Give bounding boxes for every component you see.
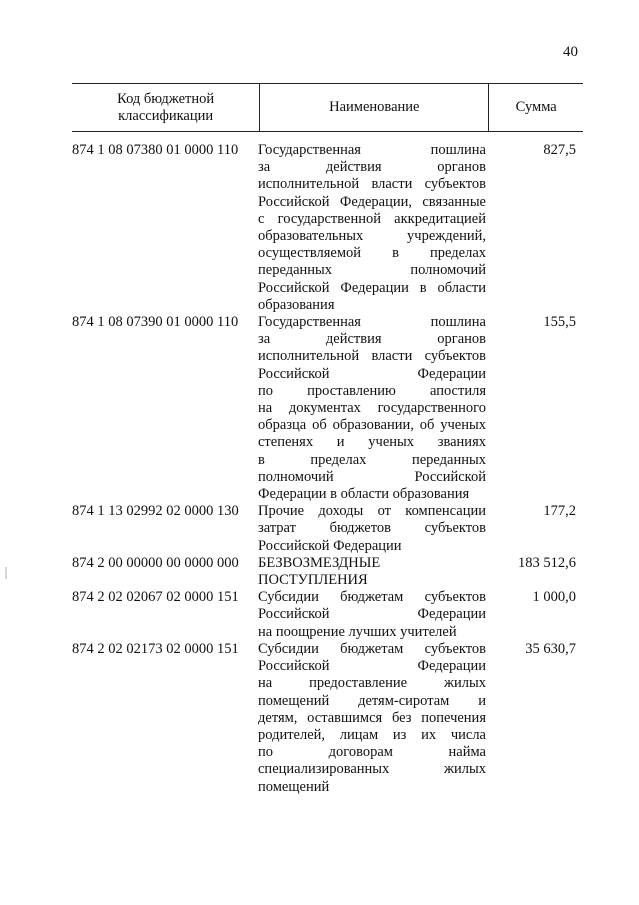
budget-code: 874 1 08 07380 01 0000 110 [72, 142, 239, 158]
table-header [72, 83, 583, 132]
item-name-line: за действия органов [258, 159, 486, 176]
amount: 35 630,7 [525, 640, 576, 657]
item-name-line: Российской Федерации [258, 606, 486, 623]
amount: 183 512,6 [518, 554, 576, 571]
item-name-line: по проставлению апостиля [258, 382, 486, 399]
item-name-line: исполнительной власти субъектов [258, 348, 486, 365]
item-name-line: Субсидии бюджетам субъектов [258, 640, 486, 657]
item-name-line: переданных полномочий [258, 262, 486, 279]
table-row [72, 142, 592, 314]
amount: 177,2 [543, 503, 576, 520]
item-name-line: на поощрение лучших учителей [258, 623, 457, 640]
item-name-line: на документах государственного [258, 400, 486, 417]
header-sum-column: Сумма [515, 99, 557, 115]
item-name-line: ПОСТУПЛЕНИЯ [258, 572, 368, 589]
item-name-line: Российской Федерации [258, 365, 486, 382]
item-name-line: специализированных жилых [258, 761, 486, 778]
item-name-line: Государственная пошлина [258, 314, 486, 331]
item-name-line: степенях и ученых званиях [258, 434, 486, 451]
item-name-line: за действия органов [258, 331, 486, 348]
item-name-line: образования [258, 296, 335, 313]
budget-code: 874 2 02 02173 02 0000 151 [72, 640, 239, 657]
item-name [258, 503, 486, 555]
item-name-line: по договорам найма [258, 744, 486, 761]
item-name-line: Российской Федерации [258, 658, 486, 675]
table-row [72, 503, 592, 555]
header-code-line1: Код бюджетной [117, 90, 215, 107]
item-name-line: образовательных учреждений, [258, 228, 486, 245]
amount: 827,5 [543, 142, 576, 158]
item-name-line: образца об образовании, об ученых [258, 417, 486, 434]
item-name [258, 641, 486, 796]
item-name-line: родителей, лицам из их числа [258, 726, 486, 743]
amount: 155,5 [543, 314, 576, 331]
header-code-column [72, 84, 259, 131]
table-row [72, 555, 592, 589]
item-name-line: на предоставление жилых [258, 675, 486, 692]
item-name-line: БЕЗВОЗМЕЗДНЫЕ [258, 554, 381, 571]
item-name [258, 142, 486, 314]
item-name [258, 314, 486, 503]
item-name-line: Государственная пошлина [258, 142, 486, 158]
item-name-line: Субсидии бюджетам субъектов [258, 589, 486, 606]
item-name-line: полномочий Российской [258, 468, 486, 485]
item-name-line: Российской Федерации в области [258, 279, 486, 296]
table-row [72, 589, 592, 641]
table-row [72, 314, 592, 503]
item-name-line: Федерации в области образования [258, 486, 470, 503]
item-name-line: помещений [258, 778, 330, 795]
table-row [72, 641, 592, 796]
item-name-line: осуществляемой в пределах [258, 245, 486, 262]
item-name-line: затрат бюджетов субъектов [258, 520, 486, 537]
item-name-line: Российской Федерации, связанные [258, 193, 486, 210]
item-name-line: помещений детям-сиротам и [258, 692, 486, 709]
item-name [258, 555, 486, 589]
table-body [72, 142, 592, 796]
header-name-column: Наименование [259, 84, 489, 131]
page-number: 40 [563, 44, 578, 60]
item-name-line: исполнительной власти субъектов [258, 176, 486, 193]
item-name-line: с государственной аккредитацией [258, 210, 486, 227]
item-name-line: детям, оставшимся без попечения [258, 709, 486, 726]
budget-code: 874 2 02 02067 02 0000 151 [72, 589, 239, 606]
budget-code: 874 2 00 00000 00 0000 000 [72, 554, 239, 571]
budget-code: 874 1 08 07390 01 0000 110 [72, 314, 239, 331]
scan-artifact [5, 567, 7, 579]
item-name-line: в пределах переданных [258, 451, 486, 468]
item-name-line: Прочие доходы от компенсации [258, 503, 486, 520]
header-code-line2: классификации [118, 107, 214, 124]
budget-code: 874 1 13 02992 02 0000 130 [72, 503, 239, 520]
item-name-line: Российской Федерации [258, 537, 402, 554]
item-name [258, 589, 486, 641]
amount: 1 000,0 [532, 589, 576, 606]
